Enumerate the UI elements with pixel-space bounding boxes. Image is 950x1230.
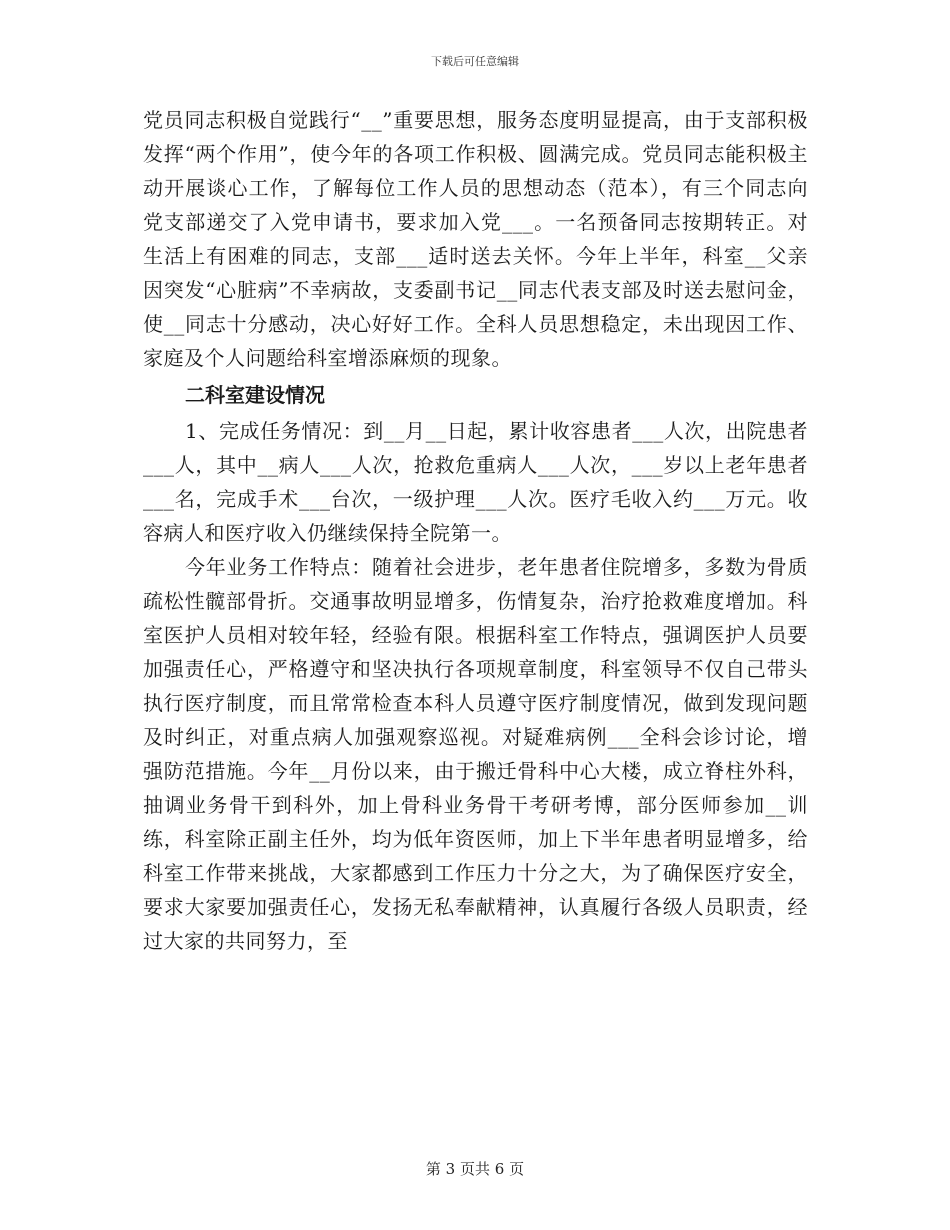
- paragraph-task-completion: 1、完成任务情况：到__月__日起，累计收容患者___人次，出院患者___人，其中__病人___人次，抢救危重病人___人次，___岁以上老年患者___名，完成手术___台次，一级护理___人次。医疗毛收入约___万元。收容病人和医疗收入仍继续保持全院第一。: [143, 419, 808, 545]
- section-heading: 二科室建设情况: [185, 383, 325, 407]
- paragraph-work-features: 今年业务工作特点：随着社会进步，老年患者住院增多，多数为骨质疏松性髋部骨折。交通事故明显增多，伤情复杂，治疗抢救难度增加。科室医护人员相对较年轻，经验有限。根据科室工作特点，强调医护人员要加强责任心，严格遵守和坚决执行各项规章制度，科室领导不仅自己带头执行医疗制度，而且常常检查本科人员遵守医疗制度情况，做到发现问题及时纠正，对重点病人加强观察巡视。对疑难病例___全科会诊讨论，增强防范措施。今年__月份以来，由于搬迁骨科中心大楼，成立脊柱外科，抽调业务骨干到科外，加上骨科业务骨干考研考博，部分医师参加__训练，科室除正副主任外，均为低年资医师，加上下半年患者明显增多，给科室工作带来挑战，大家都感到工作压力十分之大，为了确保医疗安全，要求大家要加强责任心，发扬无私奉献精神，认真履行各级人员职责，经过大家的共同努力，至: [143, 555, 808, 953]
- document-body: [143, 103, 808, 958]
- paragraph-party-work: 党员同志积极自觉践行“__”重要思想，服务态度明显提高，由于支部积极发挥“两个作用”，使今年的各项工作积极、圆满完成。党员同志能积极主动开展谈心工作，了解每位工作人员的思想动态（范本），有三个同志向党支部递交了入党申请书，要求加入党___。一名预备同志按期转正。对生活上有困难的同志，支部___适时送去关怀。今年上半年，科室__父亲因突发“心脏病”不幸病故，支委副书记__同志代表支部及时送去慰问金，使__同志十分感动，决心好好工作。全科人员思想稳定，未出现因工作、家庭及个人问题给科室增添麻烦的现象。: [143, 108, 808, 370]
- header-note: 下载后可任意编辑: [431, 55, 519, 68]
- page-number-footer: 第 3 页共 6 页: [425, 1160, 525, 1178]
